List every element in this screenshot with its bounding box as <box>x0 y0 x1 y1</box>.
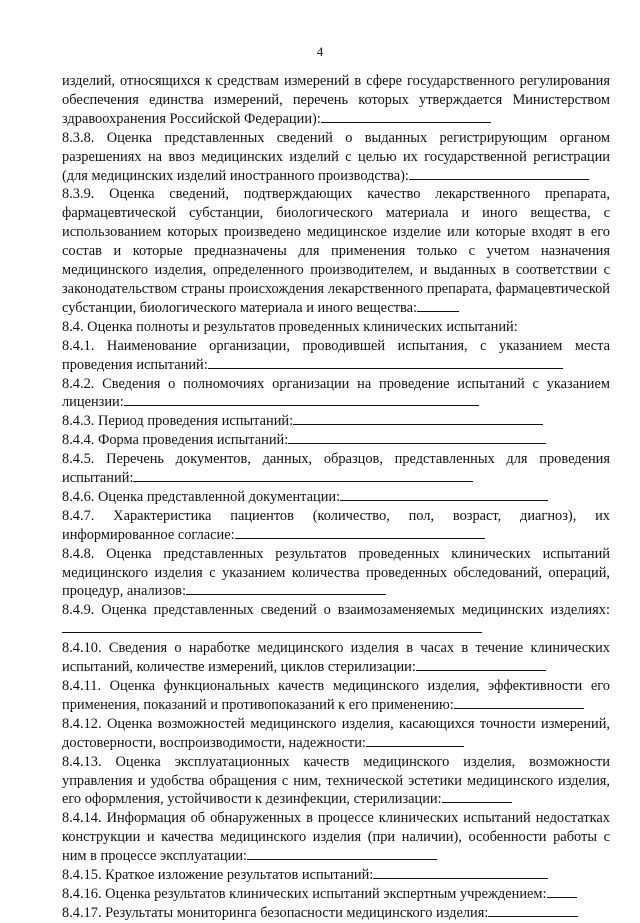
paragraph-continuation: изделий, относящихся к средствам измерений в сфере государственного регулирования обеспечения единства измерений, перечень которых утверждается Министерством здравоохранения Российской Федерации): <box>62 73 610 127</box>
document-body <box>62 72 610 923</box>
fill-in-blank <box>235 526 485 539</box>
fill-in-blank <box>340 488 548 501</box>
fill-in-blank <box>416 658 546 671</box>
paragraph-8-4-4: 8.4.4. Форма проведения испытаний: <box>62 431 610 450</box>
paragraph-8-4-12: 8.4.12. Оценка возможностей медицинского изделия, касающихся точности измерений, достоверности, воспроизводимости, надежности: <box>62 715 610 751</box>
paragraph-8-4-6: 8.4.6. Оценка представленной документации: <box>62 488 610 507</box>
page-number: 4 <box>316 44 324 59</box>
fill-in-blank <box>124 393 479 406</box>
paragraph-8-4-17: 8.4.17. Результаты мониторинга безопасности медицинского изделия: <box>62 904 610 923</box>
fill-in-blank <box>133 469 473 482</box>
paragraph-8-4-1: 8.4.1. Наименование организации, проводившей испытания, с указанием места проведения испытаний: <box>62 337 610 373</box>
paragraph-8-4-14: 8.4.14. Информация об обнаруженных в процессе клинических испытаний недостатках конструкции и качества медицинского изделия (при наличии), особенности работы с ним в процессе эксплуатации: <box>62 810 610 865</box>
fill-in-blank <box>321 110 491 123</box>
fill-in-blank <box>62 620 482 633</box>
paragraph-8-4-13: 8.4.13. Оценка эксплуатационных качеств медицинского изделия, возможности управления и удобства обращения с ним, технической эстетики медицинского изделия, его оформления, устойчивости к дезинфекции, стерилизации: <box>62 753 610 808</box>
paragraph-8-4-2: 8.4.2. Сведения о полномочиях организации на проведение испытаний с указанием лицензии: <box>62 375 610 411</box>
fill-in-blank <box>547 885 577 898</box>
fill-in-blank <box>208 356 563 369</box>
fill-in-blank <box>454 696 584 709</box>
fill-in-blank <box>247 847 437 860</box>
paragraph-8-4: 8.4. Оценка полноты и результатов проведенных клинических испытаний: <box>62 318 518 335</box>
paragraph-8-3-8: 8.3.8. Оценка представленных сведений о выданных регистрирующим органом разрешениях на ввоз медицинских изделий с целью их государственной регистрации (для медицинских изделий иностранного производства): <box>62 129 610 184</box>
fill-in-blank <box>288 431 546 444</box>
paragraph-8-3-9: 8.3.9. Оценка сведений, подтверждающих качество лекарственного препарата, фармацевтической субстанции, биологического материала и иного вещества, с использованием которых произведено медицинское изделие или которые входят в его состав и которые предназначены для применения только с учетом назначения медицинского изделия, определенного производителем, и выданных в соответствии с законодательством страны происхождения лекарственного препарата, фармацевтической субстанции, биологического материала и иного вещества: <box>62 186 610 316</box>
paragraph-8-4-8: 8.4.8. Оценка представленных результатов проведенных клинических испытаний медицинского изделия с указанием количества проведенных обследований, операций, процедур, анализов: <box>62 545 610 600</box>
fill-in-blank <box>488 904 578 917</box>
paragraph-8-4-15: 8.4.15. Краткое изложение результатов испытаний: <box>62 866 610 885</box>
paragraph-8-4-16: 8.4.16. Оценка результатов клинических испытаний экспертным учреждением: <box>62 885 610 904</box>
fill-in-blank <box>373 866 548 879</box>
paragraph-8-4-9: 8.4.9. Оценка представленных сведений о взаимозаменяемых медицинских изделиях: <box>62 601 610 639</box>
paragraph-8-4-5: 8.4.5. Перечень документов, данных, образцов, представленных для проведения испытаний: <box>62 451 610 487</box>
paragraph-8-4-3: 8.4.3. Период проведения испытаний: <box>62 412 610 431</box>
paragraph-8-4-11: 8.4.11. Оценка функциональных качеств медицинского изделия, эффективности его применения, показаний и противопоказаний к его применению: <box>62 678 610 713</box>
fill-in-blank <box>442 790 512 803</box>
fill-in-blank <box>293 412 543 425</box>
paragraph-8-4-10: 8.4.10. Сведения о наработке медицинского изделия в часах в течение клинических испытаний, количестве измерений, циклов стерилизации: <box>62 640 610 676</box>
fill-in-blank <box>366 734 464 747</box>
fill-in-blank <box>409 167 589 180</box>
fill-in-blank <box>186 582 386 595</box>
fill-in-blank <box>417 299 459 312</box>
paragraph-8-4-7: 8.4.7. Характеристика пациентов (количество, пол, возраст, диагноз), их информированное согласие: <box>62 507 610 543</box>
